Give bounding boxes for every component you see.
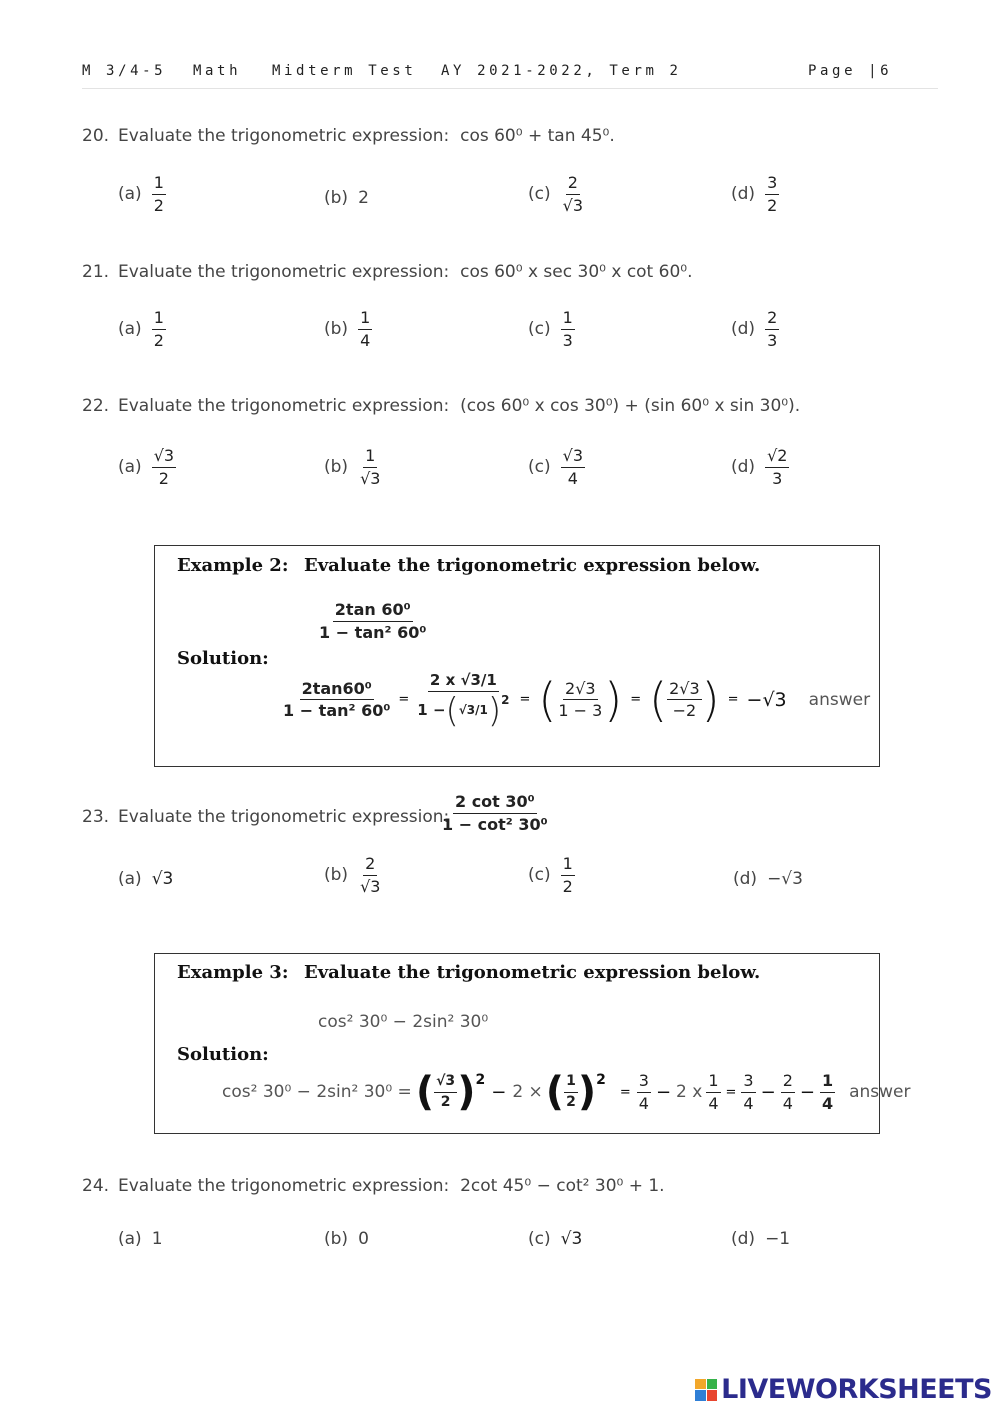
question-24: 24. Evaluate the trigonometric expression: 2cot 45⁰ − cot² 30⁰ + 1. [82, 1176, 665, 1196]
q22-option-b[interactable]: (b) $\frac{1}{√3}$ [324, 446, 381, 488]
question-23: 23. Evaluate the trigonometric expression: [82, 807, 450, 827]
q21-option-a[interactable]: (a) $\frac{1}{2}$ [118, 308, 164, 350]
q22-option-d[interactable]: (d) $\frac{√2}{3}$ [731, 446, 788, 488]
q23-option-a[interactable]: (a) √3 [118, 869, 174, 889]
example-3-instruction: Evaluate the trigonometric expression below. [304, 962, 761, 983]
q24-option-c[interactable]: (c) √3 [528, 1229, 583, 1249]
example-3-solution-steps: cos² 30⁰ − 2sin² 30⁰ = ( $\frac{√3}{2}$ ) $^2$ − 2 × ( $\frac{1}{2}$ ) $^2$ = $\frac{3}{4}$ − 2 x $\frac{1}{4}$ = $\frac{3}{4}$ − $\frac{2}{4}$ − $\frac{1}{4}$ answer [222, 1069, 911, 1116]
header-subject: Math [193, 63, 242, 79]
example-3-answer-label: answer [849, 1082, 911, 1103]
q20-option-d[interactable]: (d) $\frac{3}{2}$ [731, 173, 778, 215]
q24-option-b[interactable]: (b) 0 [324, 1229, 369, 1249]
q20-option-c[interactable]: (c) $\frac{2}{√3}$ [528, 173, 583, 215]
example-2-instruction: Evaluate the trigonometric expression below. [304, 555, 761, 576]
q24-option-a[interactable]: (a) 1 [118, 1229, 163, 1249]
example-3-expression: cos² 30⁰ − 2sin² 30⁰ [318, 1012, 489, 1032]
example-3-solution-label: Solution: [177, 1044, 269, 1065]
example-3-box [154, 953, 911, 1134]
q23-option-d[interactable]: (d) −√3 [733, 869, 803, 889]
example-2-expression: $\frac{\text{2tan 60⁰}}{\text{1 − tan² 60⁰}}$ [319, 600, 427, 642]
q23-option-b[interactable]: (b) $\frac{2}{√3}$ [324, 854, 381, 896]
example-2-answer-label: answer [808, 689, 871, 710]
q23-option-c[interactable]: (c) $\frac{1}{2}$ [528, 854, 573, 896]
liveworksheets-logo[interactable] [695, 1374, 992, 1405]
example-2-title: Example 2: [177, 555, 289, 576]
header-course: M 3/4-5 [82, 63, 167, 79]
question-21: 21. Evaluate the trigonometric expression: cos 60⁰ x sec 30⁰ x cot 60⁰. [82, 262, 693, 282]
header-term: AY 2021-2022, Term 2 [441, 63, 682, 79]
question-20: 20. Evaluate the trigonometric expression: cos 60⁰ + tan 45⁰. [82, 126, 615, 146]
q21-option-d[interactable]: (d) $\frac{2}{3}$ [731, 308, 778, 350]
liveworksheets-logo-text: LIVEWORKSHEETS [721, 1374, 992, 1405]
header-test: Midterm Test [272, 63, 417, 79]
q20-option-a[interactable]: (a) $\frac{1}{2}$ [118, 173, 164, 215]
header-divider [82, 88, 938, 89]
q24-option-d[interactable]: (d) −1 [731, 1229, 791, 1249]
example-2-box [154, 545, 880, 767]
q22-option-a[interactable]: (a) $\frac{√3}{2}$ [118, 446, 175, 488]
q20-option-b[interactable]: (b) 2 [324, 188, 369, 208]
example-2-solution-label: Solution: [177, 648, 269, 669]
q21-option-b[interactable]: (b) $\frac{1}{4}$ [324, 308, 371, 350]
example-2-solution-steps: $\frac{\text{2tan60⁰}}{\text{1 − tan² 60⁰}}$ = 2 x √3/1 1 − ( √3/1 ) $^2$ = ( $\frac{2√3}{1 - 3}$ ) = ( $\frac{2√3}{-2}$ ) = −√3 answer [283, 671, 871, 731]
liveworksheets-logo-icon [695, 1379, 717, 1401]
q21-option-c[interactable]: (c) $\frac{1}{3}$ [528, 308, 573, 350]
q23-expression: $\frac{\text{2 cot 30⁰}}{\text{1 − cot² 30⁰}}$ [442, 792, 548, 834]
q22-option-c[interactable]: (c) $\frac{√3}{4}$ [528, 446, 583, 488]
header-page: Page |6 [808, 63, 893, 79]
question-22: 22. Evaluate the trigonometric expression: (cos 60⁰ x cos 30⁰) + (sin 60⁰ x sin 30⁰). [82, 396, 801, 416]
example-3-title: Example 3: [177, 962, 289, 983]
